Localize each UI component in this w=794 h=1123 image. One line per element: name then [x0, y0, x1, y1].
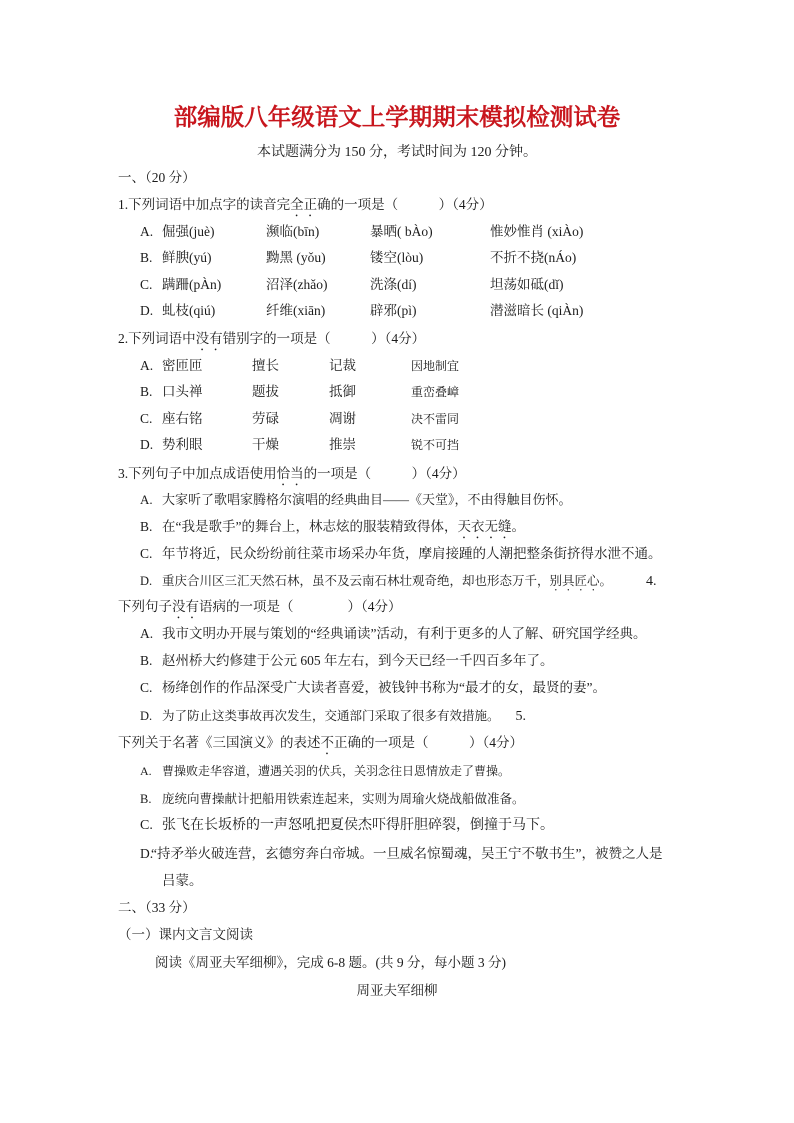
option-letter: B. [140, 519, 153, 534]
option-text: 年节将近，民众纷纷前往菜市场采办年货，摩肩接踵的人潮把整条街挤得水泄不通。 [162, 546, 662, 561]
option-word: 决不雷同 [411, 412, 460, 426]
option-word: 抵御 [329, 384, 356, 399]
question-2-stem [118, 330, 425, 348]
reading-instruction: 阅读《周亚夫军细柳》，完成 6-8 题。(共 9 分，每小题 3 分) [155, 955, 506, 970]
option-letter: B. [140, 250, 153, 265]
option-text: 我市文明办开展与策划的“经典诵读”活动，有利于更多的人了解、研究国学经典。 [162, 626, 647, 641]
question-5-option-d [140, 845, 662, 863]
question-3-option-c [140, 545, 662, 563]
question-5-option-a [140, 762, 510, 780]
option-letter: D. [140, 846, 154, 861]
option-letter: C. [140, 818, 153, 833]
emphasized-text: 恰当 [276, 466, 304, 481]
option-letter: B. [140, 384, 153, 399]
option-letter: D. [140, 437, 154, 452]
question-2-option-b [140, 383, 760, 401]
stem-text: 语病的一项是（ ）（4分） [199, 599, 402, 614]
option-text: 赵州桥大约修建于公元 605 年左右，到今天已经一千四百多年了。 [162, 653, 554, 668]
option-letter: C. [140, 277, 153, 292]
option-letter: A. [140, 358, 154, 373]
option-word: 因地制宜 [411, 359, 460, 373]
option-word: 洗涤(dí) [370, 277, 417, 292]
emphasized-text: 没有 [195, 331, 223, 346]
page-title: 部编版八年级语文上学期期末模拟检测试卷 [173, 105, 621, 131]
option-word: 镂空(lòu) [370, 250, 424, 265]
option-text: 。 [511, 519, 525, 534]
option-letter: A. [140, 764, 152, 778]
option-word: 密匝匝 [162, 358, 203, 373]
question-5-option-d-continued: 吕蒙。 [162, 873, 203, 888]
option-word: 濒临(bīn) [266, 224, 320, 239]
option-word: 辟邪(pì) [370, 303, 417, 318]
option-letter: A. [140, 224, 154, 239]
option-text: 。 [599, 574, 613, 588]
option-word: 黝黑 (yǒu) [266, 250, 326, 265]
option-letter: D. [140, 709, 153, 723]
stem-text: 确的一项是（ ）（4分） [317, 197, 493, 212]
option-word: 势利眼 [162, 437, 203, 452]
option-word: 擅长 [252, 358, 279, 373]
option-word: 纤维(xiān) [266, 303, 326, 318]
emphasized-text: 不 [320, 735, 334, 750]
option-letter: C. [140, 411, 153, 426]
option-letter: C. [140, 546, 153, 561]
question-2-option-a [140, 357, 760, 375]
option-word: 潜滋暗长 (qiÀn) [490, 303, 584, 318]
question-1-option-b [140, 249, 760, 267]
option-letter: A. [140, 492, 153, 507]
question-1-option-d [140, 302, 760, 320]
option-word: 暴晒( bÀo) [370, 224, 433, 239]
question-4-option-d [140, 707, 526, 725]
option-letter: B. [140, 792, 152, 806]
option-word: 不折不挠(nÁo) [490, 250, 577, 265]
question-3-stem [118, 465, 466, 483]
question-5-option-c [140, 817, 554, 835]
passage-title: 周亚夫军细柳 [356, 983, 438, 998]
question-4-option-b [140, 652, 554, 670]
emphasized-idiom: 天衣无缝 [457, 519, 512, 534]
question-5-stem [118, 734, 523, 752]
stem-text: 1.下列词语中加点字的读音完 [118, 197, 291, 212]
option-word: 惟妙惟肖 (xiÀo) [490, 224, 584, 239]
option-text: 在“我是歌手”的舞台上，林志炫的服装精致得体， [162, 519, 458, 534]
option-text: 曹操败走华容道，遭遇关羽的伏兵，关羽念往日恩情放走了曹操。 [162, 764, 511, 778]
stem-text: 2.下列词语中 [118, 331, 196, 346]
stem-text: 下列关于名著《三国演义》的表述 [118, 735, 321, 750]
question-5-number: 5. [515, 709, 527, 724]
option-word: 锐不可挡 [411, 438, 460, 452]
option-word: 记裁 [329, 358, 356, 373]
subsection-heading: （一）课内文言文阅读 [118, 927, 253, 942]
question-3-option-a [140, 491, 572, 509]
emphasized-text: 全正 [290, 197, 318, 212]
option-word: 鲜腴(yú) [162, 250, 212, 265]
option-word: 重峦叠嶂 [411, 385, 460, 399]
option-word: 坦荡如砥(dǐ) [490, 277, 564, 292]
option-word: 推崇 [329, 437, 356, 452]
emphasized-text: 没有 [172, 599, 199, 614]
option-text: 大家听了歌唱家腾格尔演唱的经典曲目——《天堂》，不由得触目伤怀。 [162, 492, 572, 507]
option-letter: D. [140, 574, 153, 588]
question-4-stem [118, 598, 402, 616]
question-1-stem [118, 196, 493, 214]
option-letter: C. [140, 680, 153, 695]
option-word: 蹒跚(pÀn) [162, 277, 222, 292]
option-letter: B. [140, 653, 153, 668]
option-text: “持矛举火破连营，玄德穷奔白帝城。一旦威名惊蜀魂，吴王宁不敬书生”，被赞之人是 [151, 846, 663, 861]
option-word: 干燥 [252, 437, 279, 452]
option-word: 题拔 [252, 384, 279, 399]
option-word: 座右铭 [162, 411, 203, 426]
stem-text: 下列句子 [118, 599, 172, 614]
option-text: 杨绛创作的作品深受广大读者喜爱，被钱钟书称为“最才的女，最贤的妻”。 [162, 680, 606, 695]
option-word: 虬枝(qiú) [162, 303, 216, 318]
stem-text: 3.下列句子中加点成语使用 [118, 466, 277, 481]
stem-text: 正确的一项是（ ）（4分） [334, 735, 523, 750]
question-4-option-a [140, 625, 646, 643]
stem-text: 错别字的一项是（ ）（4分） [222, 331, 426, 346]
question-4-option-c [140, 679, 606, 697]
question-3-option-b [140, 518, 525, 536]
stem-text: 的一项是（ ）（4分） [303, 466, 466, 481]
option-word: 凋谢 [329, 411, 356, 426]
question-2-option-c [140, 410, 760, 428]
option-text: 庞统向曹操献计把船用铁索连起来，实则为周瑜火烧战船做准备。 [162, 792, 525, 806]
option-text: 张飞在长坂桥的一声怒吼把夏侯杰吓得肝胆碎裂，倒撞于马下。 [162, 818, 554, 833]
question-5-option-b [140, 790, 525, 808]
option-text: 为了防止这类事故再次发生，交通部门采取了很多有效措施。 [162, 709, 500, 723]
option-letter: D. [140, 303, 154, 318]
section-heading-1: 一、（20 分） [118, 170, 196, 185]
question-1-option-c [140, 276, 760, 294]
question-4-number: 4. [646, 574, 657, 589]
question-3-option-d [140, 572, 657, 590]
emphasized-idiom: 别具匠心 [549, 574, 600, 588]
option-word: 劳碌 [252, 411, 279, 426]
option-word: 沼泽(zhǎo) [266, 277, 328, 292]
question-1-option-a [140, 223, 760, 241]
question-2-option-d [140, 436, 760, 454]
section-heading-2: 二、（33 分） [118, 900, 196, 915]
exam-info: 本试题满分为 150 分，考试时间为 120 分钟。 [257, 145, 537, 160]
option-letter: A. [140, 626, 154, 641]
option-word: 倔强(juè) [162, 224, 215, 239]
option-text: 重庆合川区三汇天然石林，虽不及云南石林壮观奇绝，却也形态万千， [162, 574, 550, 588]
option-word: 口头禅 [162, 384, 203, 399]
